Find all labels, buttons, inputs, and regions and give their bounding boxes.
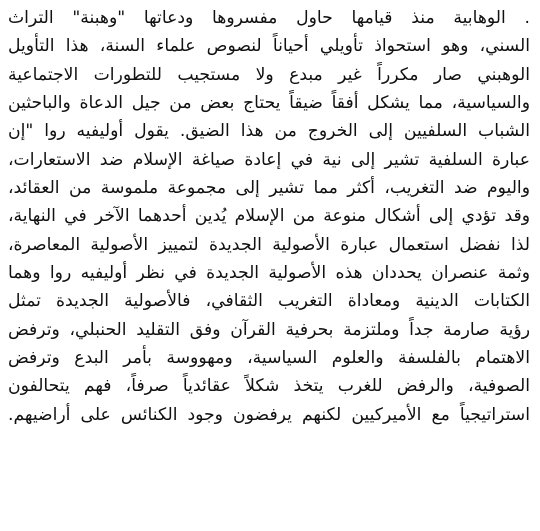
text-line: والسياسية، مما يشكل أفقاً ضيقاً يحتاج بعض من جيل الدعاة والباحثين: [8, 93, 530, 114]
text-line: الاهتمام بالفلسفة والعلوم السياسية، ومهووسة بأمر البدع وترفض: [8, 348, 530, 369]
text-line: استراتيجياً مع الأميركيين لكنهم يرفضون وجود الكنائس على أراضيهم.: [8, 404, 530, 425]
text-line: عبارة السلفية تشير إلى نية في إعادة صياغة الإسلام ضد الاستعارات،: [8, 149, 530, 170]
text-line: السني، وهو استحواذ تأويلي أحياناً لنصوص علماء السنة، هذا التأويل: [8, 36, 530, 57]
text-line: الوهبني صار مكرراً غير مبدع ولا مستجيب للتطورات الاجتماعية: [8, 64, 530, 85]
text-line: الشباب السلفيين إلى الخروج من هذا الضيق. يقول أوليفيه روا "إن: [8, 121, 530, 142]
text-line: لذا نفضل استعمال عبارة الأصولية الجديدة لتمييز الأصولية المعاصرة،: [8, 234, 530, 255]
text-line: وقد تؤدي إلى أشكال منوعة من الإسلام يُدين أحدهما الآخر في النهاية،: [8, 206, 530, 227]
body-paragraph: [8, 4, 530, 429]
text-line: . الوهابية منذ قيامها حاول مفسروها ودعاتها "وهبنة" التراث: [8, 8, 530, 28]
text-line: واليوم ضد التغريب، أكثر مما تشير إلى مجموعة ملموسة من العقائد،: [8, 178, 530, 199]
text-line: الكتابات الدينية ومعاداة التغريب الثقافي، فالأصولية الجديدة تمثل: [8, 291, 530, 312]
text-line: الصوفية، والرفض للغرب يتخذ شكلاً عقائدياً صرفاً، فهم يتحالفون: [8, 376, 530, 397]
text-line: وثمة عنصران يحددان هذه الأصولية الجديدة في نظر أوليفيه روا وهما: [8, 263, 530, 284]
text-line: رؤية صارمة جداً وملتزمة بحرفية القرآن وفق التقليد الحنبلي، وترفض: [8, 319, 530, 340]
